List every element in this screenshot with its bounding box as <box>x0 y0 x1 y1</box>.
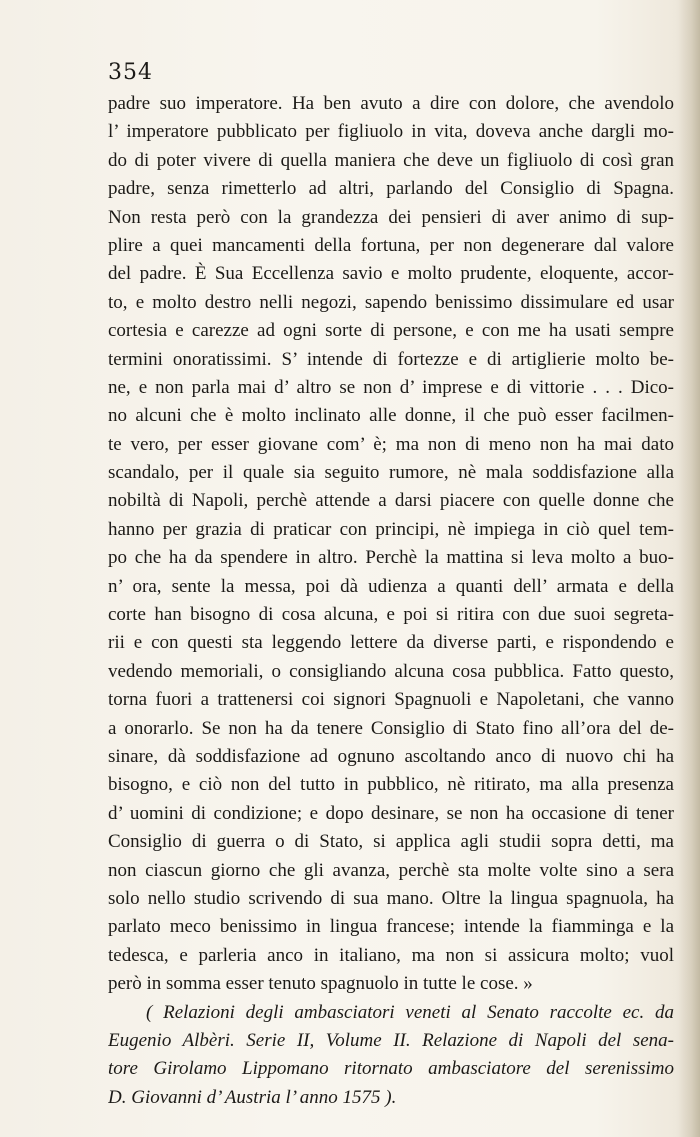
citation-line: tore Girolamo Lippomano ritornato ambasciatore del serenissimo <box>108 1058 674 1080</box>
body-line: l’ imperatore pubblicato per figliuolo in vita, doveva anche dargli mo- <box>108 121 674 143</box>
body-line: Consiglio di guerra o di Stato, si applica agli studii sopra detti, ma <box>108 831 674 853</box>
body-line: non ciascun giorno che gli avanza, perchè sta molte volte sino a sera <box>108 859 674 881</box>
body-line: padre suo imperatore. Ha ben avuto a dire con dolore, che avendolo <box>108 93 674 114</box>
citation-line: Eugenio Albèri. Serie II, Volume II. Relazione di Napoli del sena- <box>108 1029 674 1051</box>
body-line: n’ ora, sente la messa, poi dà udienza a quanti dell’ armata e della <box>108 575 674 597</box>
body-line: hanno per grazia di praticar con principi, nè impiega in ciò quel tem- <box>108 518 674 540</box>
body-line: cortesia e carezze ad ogni sorte di persone, e con me ha usati sempre <box>108 320 674 342</box>
body-line: Non resta però con la grandezza dei pensieri di aver animo di sup- <box>108 206 674 228</box>
body-line: del padre. È Sua Eccellenza savio e molto prudente, eloquente, accor- <box>108 263 674 285</box>
body-line: solo nello studio scrivendo di sua mano. Oltre la lingua spagnuola, ha <box>108 887 674 909</box>
body-line: bisogno, e ciò non del tutto in pubblico, nè ritirato, ma alla presenza <box>108 774 674 796</box>
body-line: to, e molto destro nelli negozi, sapendo benissimo dissimulare ed usar <box>108 291 674 313</box>
body-line: a onorarlo. Se non ha da tenere Consiglio di Stato fino all’ora del de- <box>108 717 674 739</box>
page-edge-shadow <box>678 0 700 1137</box>
body-line-last: però in somma esser tenuto spagnuolo in tutte le cose. » <box>108 973 533 995</box>
body-line: scandalo, per il quale sia seguito rumore, nè mala soddisfazione alla <box>108 462 674 484</box>
body-line: ne, e non parla mai d’ altro se non d’ imprese e di vittorie . . . Dico- <box>108 376 674 398</box>
page-number: 354 <box>108 60 153 85</box>
body-line: sinare, dà soddisfazione ad ognuno ascoltando anco di nuovo chi ha <box>108 745 674 767</box>
body-line: rii e con questi sta leggendo lettere da diverse parti, e rispondendo e <box>108 632 674 654</box>
body-line: po che ha da spendere in altro. Perchè la mattina si leva molto a buo- <box>108 547 674 569</box>
body-line: termini onoratissimi. S’ intende di fortezze e di artiglierie molto be- <box>108 348 674 370</box>
body-line: tedesca, e parleria anco in italiano, ma non si assicura molto; vuol <box>108 944 674 966</box>
body-line: torna fuori a trattenersi coi signori Spagnuoli e Napoletani, che vanno <box>108 689 674 711</box>
citation-line: ( Relazioni degli ambasciatori veneti al Senato raccolte ec. da <box>146 1001 674 1023</box>
body-line: parlato meco benissimo in lingua francese; intende la fiamminga e la <box>108 916 674 938</box>
body-line: te vero, per esser giovane com’ è; ma non di meno non ha mai dato <box>108 433 674 455</box>
body-line: no alcuni che è molto inclinato alle donne, il che può esser facilmen- <box>108 405 674 427</box>
citation-line-last: D. Giovanni d’ Austria l’ anno 1575 ). <box>108 1086 397 1108</box>
body-line: nobiltà di Napoli, perchè attende a darsi piacere con quelle donne che <box>108 490 674 512</box>
body-line: do di poter vivere di quella maniera che deve un figliuolo di così gran <box>108 149 674 171</box>
body-line: corte han bisogno di cosa alcuna, e poi si ritira con due suoi segreta- <box>108 604 674 626</box>
main-text-block <box>108 90 674 1112</box>
body-line: plire a quei mancamenti della fortuna, per non degenerare dal valore <box>108 234 674 256</box>
body-line: vedendo memoriali, o consigliando alcuna cosa pubblica. Fatto questo, <box>108 660 674 682</box>
body-line: padre, senza rimetterlo ad altri, parlando del Consiglio di Spagna. <box>108 178 674 200</box>
body-line: d’ uomini di condizione; e dopo desinare, se non ha occasione di tener <box>108 802 674 824</box>
